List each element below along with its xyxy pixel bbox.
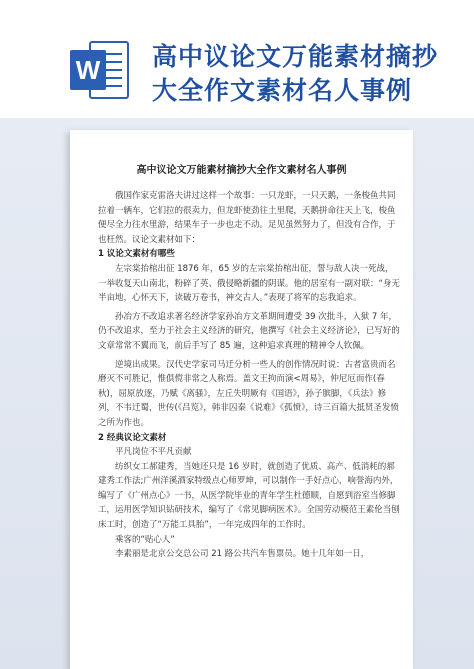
word-document-icon [70,38,130,102]
page-heading: 高中议论文万能素材摘抄大全作文素材名人事例 [136,165,347,176]
paragraph-li-suli: 李素丽是北京公交总公司 21 路公共汽车售票员。她十几年如一日， [115,549,370,560]
paragraph-sun-yefang: 孙冶方不改追求著名经济学家孙冶方文革期间遭受 39 次批斗，入狱 7 年，仍不改追求，至力于社会主义经济的研究，他撰写《社会主义经济论》，已写好的文章常常不翼而飞，前后手写了 85 遍，这种追求真理的精神令人钦佩。 [98,311,400,351]
document-title: 高中议论文万能素材摘抄大全作文素材名人事例 [152,42,439,105]
subheading-ordinary-post: 平凡岗位不平凡贡献 [115,447,192,458]
subheading-passenger-friend: 乘客的“贴心人” [115,534,175,545]
intro-paragraph: 俄国作家克雷洛夫讲过这样一个故事：一只龙虾，一只天鹅，一条梭鱼共同拉着一辆车，它们拉的很卖力，但龙虾使劲往土里爬，天鹅拼命往天上飞，梭鱼便尽全力往水里游，结果车子一步也走不动。足见虽然努力了，但没有合作，于也枉然。议论文素材如下： [98,191,396,245]
document-body [98,189,402,562]
header-banner [0,0,474,118]
paragraph-sima-qian: 逆境出成果。汉代史学家司马迁分析一些人的创作情况时说：古者富贵而名磨灭不可胜记，惟俱傥非常之人称焉。盖文王拘而演<周易》，仲尼厄而作(春秋)，屈原放逐，乃赋《离骚》，左丘失明厥有《国语》，孙子膑脚，《兵法》修列，不韦迁蜀，世传(《吕览》，韩非囚秦《说难》《孤愤》，诗三百篇大抵贤圣发愤之所为作也。 [98,359,399,428]
svg-text:W: W [75,55,101,85]
paragraph-zuo-zongtang: 左宗棠抬棺出征 1876 年，65 岁的左宗棠抬棺出征，誓与敌人决一死战，一举收复天山南北，粉碎了英、俄侵略新疆的阴谋。他的居室有一副对联：“身无半亩地，心怀天下，读破万卷书，神交古人。”表现了将军的忘我追求。 [98,263,400,304]
document-page [70,130,413,669]
section-heading-2: 2 经典议论文素材 [98,432,167,443]
paragraph-hao-jianxiu: 纺织女工郝建秀，当她还只是 16 岁时，就创造了优质、高产、低消耗的郝建秀工作法;广州洋溪酒家特级点心师罗坤，可以制作一手好点心，响誉海内外，编写了《广州点心》一书，从医学院毕业的青年学生杜德顺，自愿到浴室当修脚工，运用医学知识钻研技术，编写了《常见脚病医术》。全国劳动模范王素伦当刨床工时，创造了“万能工具胎”，一年完成四年的工作时。 [98,461,400,531]
section-heading-1: 1 议论文素材有哪些 [98,249,175,260]
